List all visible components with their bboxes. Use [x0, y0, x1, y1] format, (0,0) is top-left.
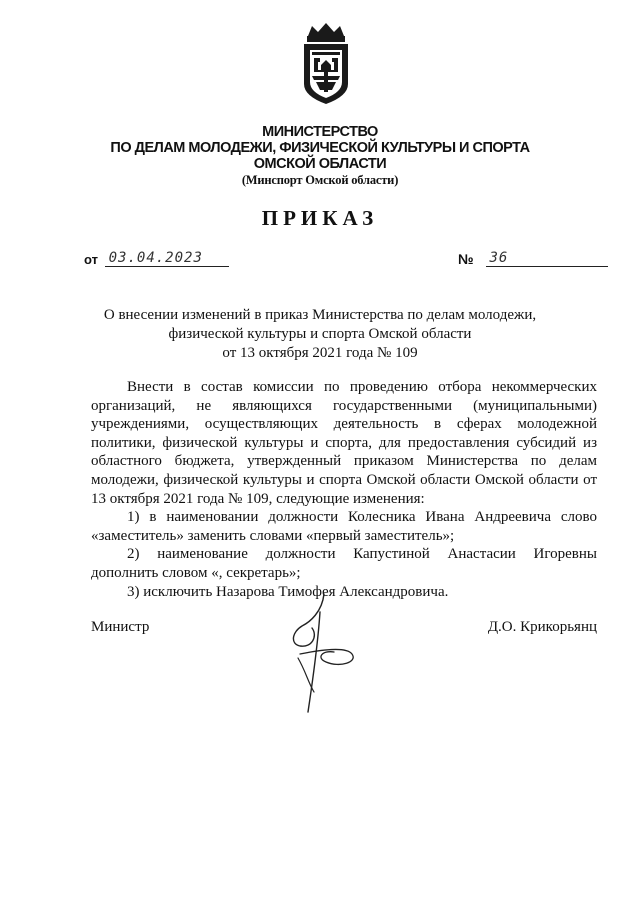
- ministry-name-line: ОМСКОЙ ОБЛАСТИ: [253, 156, 387, 172]
- order-body: [91, 378, 597, 601]
- order-subject: [0, 306, 640, 363]
- body-item-1: 1) в наименовании должности Колесника Ивана Андреевича слово «заместитель» заменить словами «первый заместитель»;: [91, 509, 597, 544]
- signer-name: Д.О. Крикорьянц: [487, 619, 597, 635]
- number-value: 36: [486, 250, 608, 267]
- date-label: от: [84, 252, 98, 267]
- order-date: [84, 250, 229, 267]
- body-intro: Внести в состав комиссии по проведению отбора некоммерческих организаций, не являющихся государственными (муниципальными) учреждениями, осуществляющих деятельность в сферах молодежной политики, физической культуры и спорта, для предоставления субсидий из областного бюджета, утвержденный приказом Министерства по делам молодежи, физической культуры и спорта Омской области Омской области от 13 октября 2021 года № 109, следующие изменения:: [91, 379, 597, 507]
- subject-line: физической культуры и спорта Омской области: [168, 326, 472, 342]
- omsk-region-coat-of-arms-icon: [298, 22, 354, 106]
- body-item-3: 3) исключить Назарова Тимофея Александровича.: [127, 583, 449, 600]
- order-number: [458, 250, 608, 267]
- ministry-header: [0, 124, 640, 188]
- subject-line: О внесении изменений в приказ Министерства по делам молодежи,: [103, 307, 537, 323]
- subject-line: от 13 октября 2021 года № 109: [222, 345, 418, 361]
- ministry-short-name: (Минспорт Омской области): [241, 173, 399, 187]
- order-title: ПРИКАЗ: [261, 206, 379, 230]
- ministry-name-line: МИНИСТЕРСТВО: [262, 124, 378, 140]
- handwritten-signature: [270, 592, 370, 722]
- signer-position: Министр: [91, 619, 150, 635]
- number-label: №: [458, 251, 474, 267]
- body-item-2: 2) наименование должности Капустиной Анастасии Игоревны дополнить словом «, секретарь»;: [91, 546, 597, 581]
- date-value: 03.04.2023: [105, 250, 229, 267]
- ministry-name-line: ПО ДЕЛАМ МОЛОДЕЖИ, ФИЗИЧЕСКОЙ КУЛЬТУРЫ И СПОРТА: [110, 140, 530, 156]
